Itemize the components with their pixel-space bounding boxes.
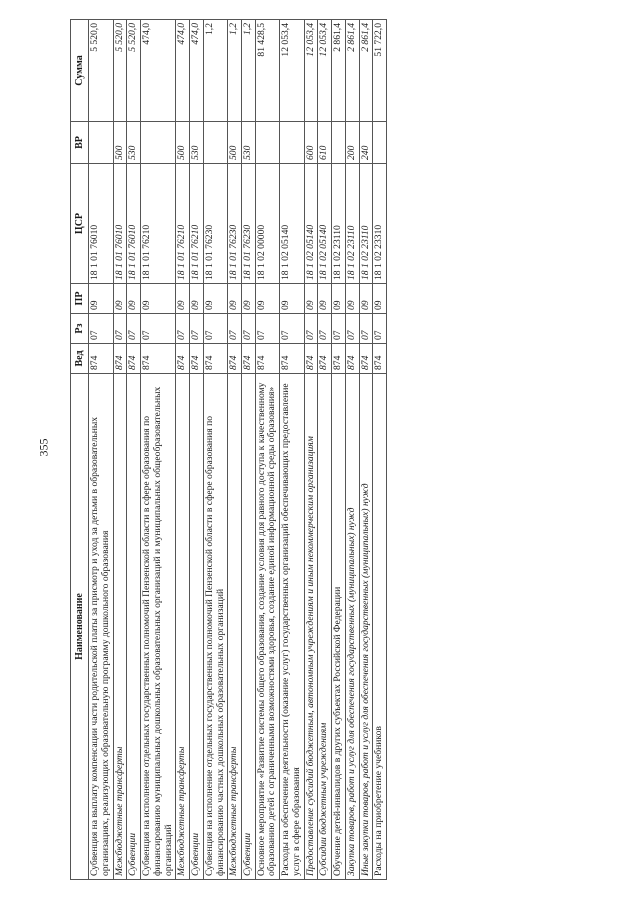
cell-sum: 1,2 xyxy=(203,20,227,122)
cell-ved: 874 xyxy=(203,344,227,374)
cell-csr: 18 1 02 23110 xyxy=(332,164,346,284)
cell-vr xyxy=(141,122,176,164)
cell-pr: 09 xyxy=(141,284,176,314)
cell-ved: 874 xyxy=(113,344,127,374)
table-row xyxy=(304,20,318,880)
header-sum: Сумма xyxy=(71,20,89,122)
cell-vr: 500 xyxy=(228,122,242,164)
cell-vr: 530 xyxy=(127,122,141,164)
cell-pr: 09 xyxy=(190,284,204,314)
cell-pr: 09 xyxy=(242,284,256,314)
cell-ved: 874 xyxy=(242,344,256,374)
cell-rz: 07 xyxy=(127,314,141,344)
cell-name: Субсидии бюджетным учреждениям xyxy=(318,374,332,880)
cell-csr: 18 1 02 05140 xyxy=(318,164,332,284)
cell-rz: 07 xyxy=(190,314,204,344)
cell-name: Предоставление субсидий бюджетным, автономным учреждениям и иным некоммерческим организациям xyxy=(304,374,318,880)
cell-sum: 12 053,4 xyxy=(304,20,318,122)
cell-pr: 09 xyxy=(228,284,242,314)
cell-rz: 07 xyxy=(141,314,176,344)
cell-pr: 09 xyxy=(203,284,227,314)
cell-vr: 500 xyxy=(113,122,127,164)
cell-rz: 07 xyxy=(89,314,113,344)
cell-pr: 09 xyxy=(332,284,346,314)
table-row xyxy=(373,20,387,880)
cell-ved: 874 xyxy=(332,344,346,374)
cell-ved: 874 xyxy=(176,344,190,374)
cell-vr xyxy=(203,122,227,164)
cell-name: Межбюджетные трансферты xyxy=(113,374,127,880)
header-vr: ВР xyxy=(71,122,89,164)
cell-csr: 18 1 01 76230 xyxy=(228,164,242,284)
cell-pr: 09 xyxy=(255,284,279,314)
cell-vr: 610 xyxy=(318,122,332,164)
budget-table xyxy=(70,19,387,880)
cell-pr: 09 xyxy=(304,284,318,314)
cell-rz: 07 xyxy=(255,314,279,344)
header-ved: Вед xyxy=(71,344,89,374)
page-number: 355 xyxy=(36,438,51,457)
cell-rz: 07 xyxy=(113,314,127,344)
cell-sum: 12 053,4 xyxy=(318,20,332,122)
cell-pr: 09 xyxy=(359,284,373,314)
table-row xyxy=(359,20,373,880)
cell-pr: 09 xyxy=(127,284,141,314)
table-row xyxy=(318,20,332,880)
cell-name: Закупка товаров, работ и услуг для обеспечения государственных (муниципальных) нужд xyxy=(345,374,359,880)
cell-name: Основное мероприятие «Развитие системы общего образования, создание условия для равного доступа к качественному образованию детей с ограниченными возможностями здоровья, создание единой информационной среды образования» xyxy=(255,374,279,880)
cell-sum: 2 861,4 xyxy=(332,20,346,122)
table-row xyxy=(89,20,113,880)
cell-name: Субвенции xyxy=(190,374,204,880)
cell-sum: 5 520,0 xyxy=(113,20,127,122)
table-header-row xyxy=(71,20,89,880)
cell-pr: 09 xyxy=(113,284,127,314)
cell-csr: 18 1 01 76230 xyxy=(242,164,256,284)
cell-sum: 51 722,0 xyxy=(373,20,387,122)
cell-sum: 2 861,4 xyxy=(359,20,373,122)
cell-name: Межбюджетные трансферты xyxy=(228,374,242,880)
cell-name: Субвенция на выплату компенсации части родительской платы за присмотр и уход за детьми в образовательных организациях, реализующих образовательную программу дошкольного образования xyxy=(89,374,113,880)
table-row xyxy=(255,20,279,880)
cell-rz: 07 xyxy=(203,314,227,344)
cell-sum: 2 861,4 xyxy=(345,20,359,122)
cell-rz: 07 xyxy=(373,314,387,344)
cell-csr: 18 1 01 76230 xyxy=(203,164,227,284)
table-row xyxy=(141,20,176,880)
cell-csr: 18 1 02 23110 xyxy=(345,164,359,284)
cell-rz: 07 xyxy=(332,314,346,344)
cell-csr: 18 1 02 23110 xyxy=(359,164,373,284)
cell-csr: 18 1 02 05140 xyxy=(304,164,318,284)
table-body xyxy=(89,20,387,880)
cell-csr: 18 1 01 76210 xyxy=(141,164,176,284)
cell-name: Субвенция на исполнение отдельных государственных полномочий Пензенской области в сфере образования по финансированию частных дошкольных образовательных организаций xyxy=(203,374,227,880)
cell-name: Обучение детей-инвалидов в других субъектах Российской Федерации xyxy=(332,374,346,880)
cell-name: Субвенции xyxy=(127,374,141,880)
table-row xyxy=(113,20,127,880)
cell-sum: 474,0 xyxy=(190,20,204,122)
table-row xyxy=(127,20,141,880)
cell-vr: 500 xyxy=(176,122,190,164)
cell-ved: 874 xyxy=(304,344,318,374)
cell-csr: 18 1 01 76210 xyxy=(190,164,204,284)
cell-name: Межбюджетные трансферты xyxy=(176,374,190,880)
table-row xyxy=(190,20,204,880)
cell-ved: 874 xyxy=(373,344,387,374)
table-row xyxy=(228,20,242,880)
cell-csr: 18 1 02 05140 xyxy=(280,164,304,284)
cell-vr xyxy=(373,122,387,164)
cell-ved: 874 xyxy=(89,344,113,374)
header-name: Наименование xyxy=(71,374,89,880)
cell-sum: 1,2 xyxy=(228,20,242,122)
cell-rz: 07 xyxy=(359,314,373,344)
cell-ved: 874 xyxy=(141,344,176,374)
cell-name: Субвенция на исполнение отдельных государственных полномочий Пензенской области в сфере образования по финансированию муниципальных дошкольных образовательных организаций и муниципальных общеобразовательных организаций xyxy=(141,374,176,880)
header-rz: Рз xyxy=(71,314,89,344)
cell-pr: 09 xyxy=(280,284,304,314)
cell-ved: 874 xyxy=(280,344,304,374)
cell-rz: 07 xyxy=(228,314,242,344)
cell-ved: 874 xyxy=(255,344,279,374)
cell-csr: 18 1 01 76010 xyxy=(89,164,113,284)
cell-sum: 12 053,4 xyxy=(280,20,304,122)
cell-name: Субвенции xyxy=(242,374,256,880)
cell-sum: 474,0 xyxy=(141,20,176,122)
cell-vr xyxy=(280,122,304,164)
table-row xyxy=(332,20,346,880)
cell-rz: 07 xyxy=(242,314,256,344)
cell-vr xyxy=(332,122,346,164)
cell-sum: 5 520,0 xyxy=(127,20,141,122)
cell-name: Расходы на обеспечение деятельности (оказание услуг) государственных организаций обеспечивающих предоставление услуг в сфере образования xyxy=(280,374,304,880)
cell-ved: 874 xyxy=(127,344,141,374)
cell-csr: 18 1 01 76210 xyxy=(176,164,190,284)
cell-pr: 09 xyxy=(318,284,332,314)
cell-csr: 18 1 02 00000 xyxy=(255,164,279,284)
cell-vr: 600 xyxy=(304,122,318,164)
cell-vr: 530 xyxy=(190,122,204,164)
cell-vr: 240 xyxy=(359,122,373,164)
table-row xyxy=(280,20,304,880)
rotated-table-frame xyxy=(70,20,590,880)
cell-rz: 07 xyxy=(176,314,190,344)
cell-sum: 474,0 xyxy=(176,20,190,122)
cell-sum: 1,2 xyxy=(242,20,256,122)
cell-vr: 200 xyxy=(345,122,359,164)
budget-table-container xyxy=(70,20,590,880)
cell-ved: 874 xyxy=(318,344,332,374)
cell-sum: 81 428,5 xyxy=(255,20,279,122)
cell-vr xyxy=(255,122,279,164)
cell-rz: 07 xyxy=(345,314,359,344)
cell-ved: 874 xyxy=(359,344,373,374)
cell-sum: 5 520,0 xyxy=(89,20,113,122)
cell-vr: 530 xyxy=(242,122,256,164)
cell-rz: 07 xyxy=(280,314,304,344)
cell-pr: 09 xyxy=(345,284,359,314)
cell-pr: 09 xyxy=(89,284,113,314)
cell-name: Расходы на приобретение учебников xyxy=(373,374,387,880)
cell-rz: 07 xyxy=(304,314,318,344)
cell-rz: 07 xyxy=(318,314,332,344)
header-pr: ПР xyxy=(71,284,89,314)
cell-ved: 874 xyxy=(345,344,359,374)
cell-pr: 09 xyxy=(373,284,387,314)
table-row xyxy=(242,20,256,880)
cell-ved: 874 xyxy=(228,344,242,374)
header-csr: ЦСР xyxy=(71,164,89,284)
table-row xyxy=(345,20,359,880)
cell-vr xyxy=(89,122,113,164)
table-row xyxy=(176,20,190,880)
cell-csr: 18 1 02 23310 xyxy=(373,164,387,284)
cell-ved: 874 xyxy=(190,344,204,374)
cell-pr: 09 xyxy=(176,284,190,314)
cell-csr: 18 1 01 76010 xyxy=(127,164,141,284)
table-row xyxy=(203,20,227,880)
cell-name: Иные закупки товаров, работ и услуг для обеспечения государственных (муниципальных) нужд xyxy=(359,374,373,880)
cell-csr: 18 1 01 76010 xyxy=(113,164,127,284)
